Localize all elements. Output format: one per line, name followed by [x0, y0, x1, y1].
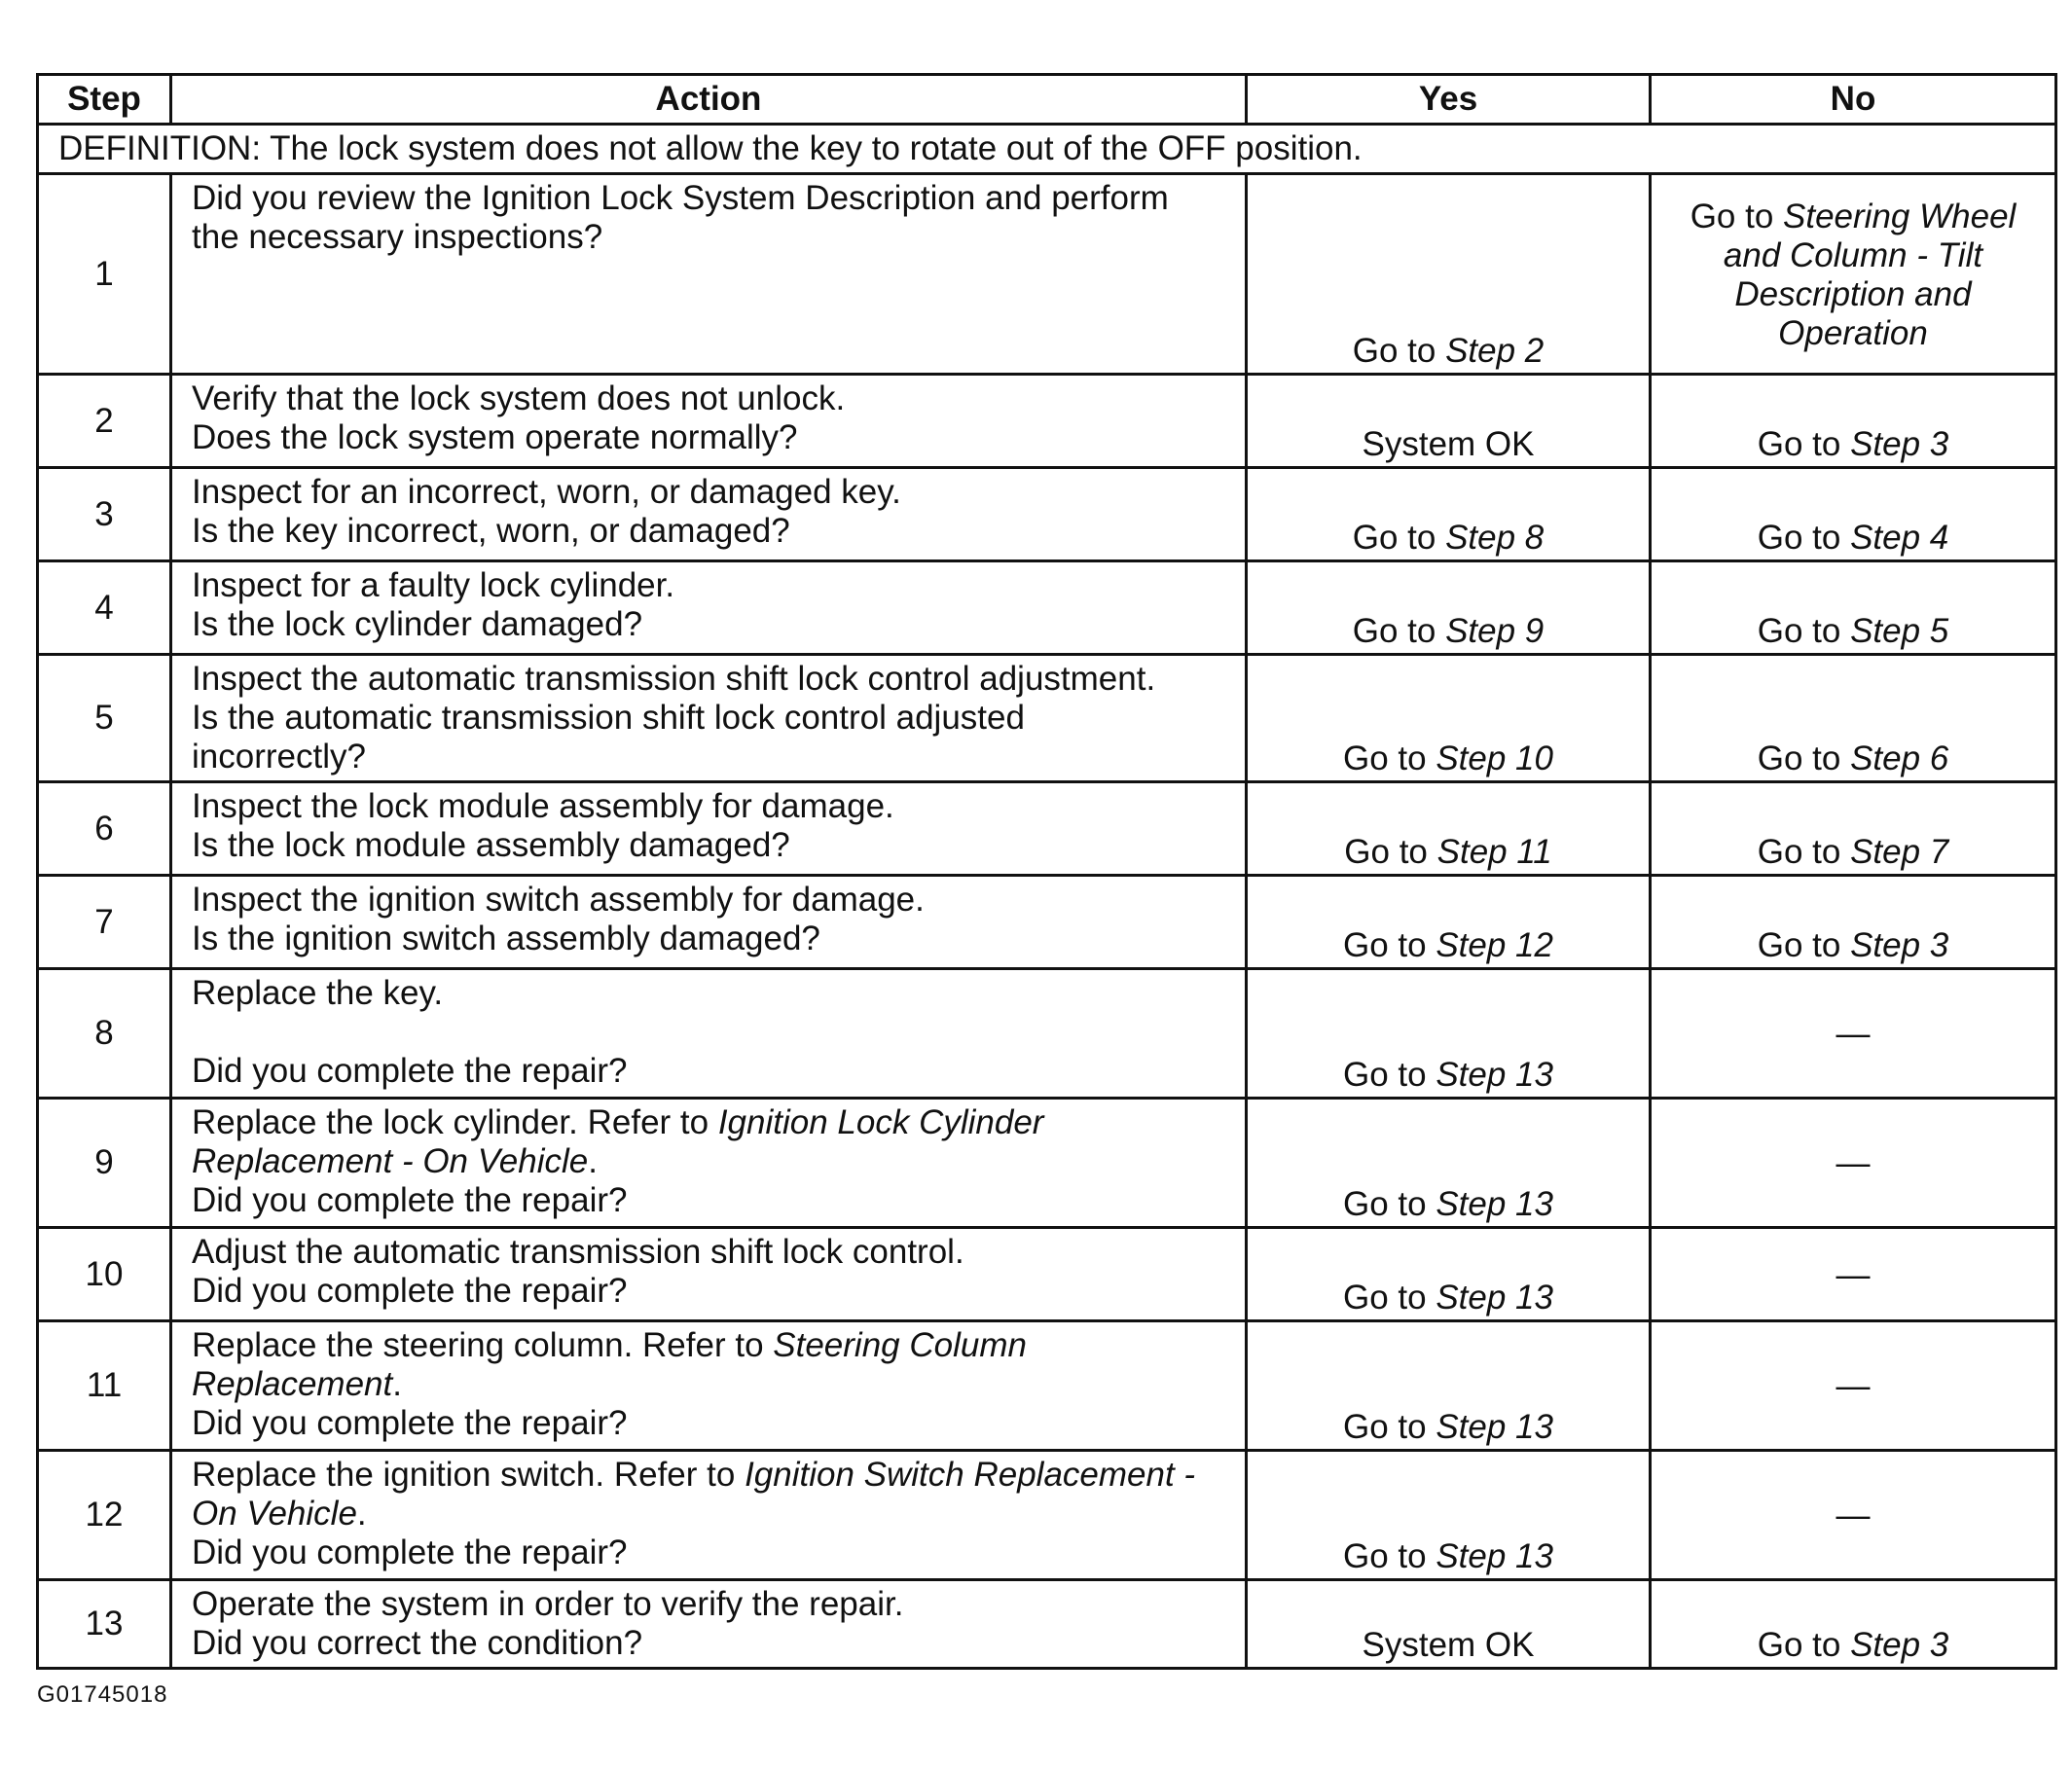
table-row: [38, 969, 2056, 1099]
table-row: [38, 876, 2056, 969]
yes-cell: [1247, 969, 1651, 1099]
goto-prefix: Go to: [1757, 833, 1851, 871]
step-number: 8: [38, 969, 171, 1099]
action-line: Does the lock system operate normally?: [192, 418, 798, 456]
goto-prefix: Go to: [1352, 612, 1446, 650]
action-line: Did you complete the repair?: [192, 1052, 628, 1090]
action-line: Inspect the automatic transmission shift lock control adjustment.: [192, 660, 1156, 698]
no-cell: —: [1651, 1099, 2056, 1228]
action-cell: [171, 468, 1247, 561]
goto-prefix: Go to: [1343, 1279, 1436, 1317]
yes-cell: [1247, 876, 1651, 969]
yes-cell: [1247, 782, 1651, 876]
header-action: Action: [171, 75, 1247, 125]
no-cell: [1651, 561, 2056, 655]
step-link[interactable]: Step 13: [1436, 1408, 1553, 1446]
action-cell: [171, 782, 1247, 876]
goto-prefix: Go to: [1757, 612, 1851, 650]
yes-cell: System OK: [1247, 375, 1651, 468]
goto-prefix: Go to: [1352, 332, 1446, 370]
action-line: Is the lock module assembly damaged?: [192, 826, 790, 864]
no-cell: [1651, 655, 2056, 782]
doc-link[interactable]: Steering Wheel: [1783, 197, 2017, 235]
table-row: [38, 1451, 2056, 1580]
no-cell: —: [1651, 1321, 2056, 1451]
header-step: Step: [38, 75, 171, 125]
action-cell: Replace the ignition switch. Refer to Ignition Switch Replacement - On Vehicle. Did you complete the repair?: [171, 1451, 1247, 1580]
action-cell: [171, 1580, 1247, 1669]
no-cell: —: [1651, 1228, 2056, 1321]
doc-link[interactable]: Operation: [1778, 313, 1928, 352]
table-row: [38, 561, 2056, 655]
step-link[interactable]: Step 2: [1445, 332, 1545, 370]
goto-prefix: Go to: [1757, 926, 1851, 964]
goto-prefix: Go to: [1757, 1626, 1851, 1664]
step-number: 6: [38, 782, 171, 876]
action-line: Is the automatic transmission shift lock control adjusted: [192, 699, 1025, 737]
goto-prefix: Go to: [1690, 197, 1784, 235]
goto-prefix: Go to: [1344, 833, 1437, 871]
action-line: Adjust the automatic transmission shift lock control.: [192, 1233, 964, 1271]
no-cell: [1651, 468, 2056, 561]
action-line: Replace the key.: [192, 974, 444, 1012]
no-cell: [1651, 375, 2056, 468]
step-link[interactable]: Step 3: [1850, 926, 1949, 964]
doc-link[interactable]: On Vehicle: [192, 1495, 357, 1533]
step-link[interactable]: Step 3: [1850, 1626, 1949, 1664]
yes-cell: [1247, 1321, 1651, 1451]
yes-cell: [1247, 1451, 1651, 1580]
action-cell: [171, 1228, 1247, 1321]
table-row: [38, 782, 2056, 876]
step-link[interactable]: Step 9: [1445, 612, 1545, 650]
action-line: Inspect for a faulty lock cylinder.: [192, 566, 675, 604]
diagnostic-table: [36, 73, 2057, 1670]
action-line: Inspect the ignition switch assembly for damage.: [192, 881, 925, 919]
table-row: [38, 1580, 2056, 1669]
action-cell: [171, 876, 1247, 969]
goto-prefix: Go to: [1757, 425, 1851, 463]
table-row: [38, 655, 2056, 782]
step-link[interactable]: Step 13: [1436, 1537, 1553, 1575]
step-link[interactable]: Step 13: [1436, 1056, 1553, 1094]
blank-line: [192, 1013, 1231, 1052]
yes-cell: System OK: [1247, 1580, 1651, 1669]
action-cell: [171, 174, 1247, 375]
action-line: Inspect for an incorrect, worn, or damaged key.: [192, 473, 901, 511]
no-cell: [1651, 876, 2056, 969]
table-row: [38, 375, 2056, 468]
action-cell: [171, 655, 1247, 782]
action-line: Did you complete the repair?: [192, 1404, 628, 1442]
yes-cell: [1247, 1228, 1651, 1321]
action-line: Did you correct the condition?: [192, 1624, 643, 1662]
step-number: 1: [38, 174, 171, 375]
step-link[interactable]: Step 5: [1850, 612, 1949, 650]
goto-prefix: Go to: [1343, 1185, 1436, 1223]
no-cell: [1651, 174, 2056, 375]
yes-cell: [1247, 655, 1651, 782]
yes-cell: [1247, 174, 1651, 375]
step-link[interactable]: Step 13: [1436, 1279, 1553, 1317]
doc-link[interactable]: Replacement: [192, 1365, 393, 1403]
action-line: Verify that the lock system does not unlock.: [192, 379, 846, 417]
table-row: [38, 468, 2056, 561]
step-link[interactable]: Step 7: [1850, 833, 1949, 871]
no-cell: —: [1651, 969, 2056, 1099]
table-row: [38, 1099, 2056, 1228]
definition-row: [38, 125, 2056, 174]
step-number: 11: [38, 1321, 171, 1451]
step-number: 2: [38, 375, 171, 468]
goto-prefix: Go to: [1757, 519, 1851, 557]
goto-prefix: Go to: [1757, 740, 1851, 777]
header-no: No: [1651, 75, 2056, 125]
step-link[interactable]: Step 12: [1436, 926, 1553, 964]
step-number: 9: [38, 1099, 171, 1228]
no-cell: —: [1651, 1451, 2056, 1580]
step-number: 4: [38, 561, 171, 655]
header-yes: Yes: [1247, 75, 1651, 125]
action-line: Is the lock cylinder damaged?: [192, 605, 643, 643]
step-link[interactable]: Step 8: [1445, 519, 1545, 557]
no-cell: [1651, 782, 2056, 876]
step-number: 5: [38, 655, 171, 782]
step-link[interactable]: Step 10: [1436, 740, 1553, 777]
doc-link[interactable]: Ignition Lock Cylinder: [717, 1103, 1044, 1141]
doc-link[interactable]: Replacement - On Vehicle: [192, 1142, 589, 1180]
step-link[interactable]: Step 3: [1850, 425, 1949, 463]
step-number: 12: [38, 1451, 171, 1580]
action-line: incorrectly?: [192, 738, 366, 776]
doc-link[interactable]: and Column - Tilt: [1723, 235, 1983, 274]
goto-prefix: Go to: [1343, 1537, 1436, 1575]
action-line: Did you complete the repair?: [192, 1533, 628, 1571]
figure-id: G01745018: [37, 1681, 168, 1708]
yes-cell: [1247, 1099, 1651, 1228]
step-link[interactable]: Step 13: [1436, 1185, 1553, 1223]
goto-prefix: Go to: [1343, 740, 1436, 777]
action-line: Inspect the lock module assembly for damage.: [192, 787, 894, 825]
action-line: Operate the system in order to verify the repair.: [192, 1585, 904, 1623]
step-link[interactable]: Step 4: [1850, 519, 1949, 557]
doc-link[interactable]: Steering Column: [773, 1326, 1027, 1364]
action-text: Replace the lock cylinder. Refer to: [192, 1103, 718, 1141]
action-line: Did you complete the repair?: [192, 1181, 628, 1219]
no-cell: [1651, 1580, 2056, 1669]
action-cell: Replace the steering column. Refer to Steering Column Replacement. Did you complete the repair?: [171, 1321, 1247, 1451]
action-line: Did you review the Ignition Lock System Description and perform: [192, 179, 1169, 217]
action-line: Did you complete the repair?: [192, 1272, 628, 1310]
header-row: [38, 75, 2056, 125]
table-row: [38, 174, 2056, 375]
action-cell: Replace the lock cylinder. Refer to Ignition Lock Cylinder Replacement - On Vehicle. Did you complete the repair?: [171, 1099, 1247, 1228]
doc-link[interactable]: Ignition Switch Replacement -: [745, 1456, 1196, 1494]
goto-prefix: Go to: [1343, 1056, 1436, 1094]
action-line: Is the key incorrect, worn, or damaged?: [192, 512, 790, 550]
goto-prefix: Go to: [1343, 1408, 1436, 1446]
yes-cell: [1247, 561, 1651, 655]
action-cell: [171, 375, 1247, 468]
action-cell: [171, 969, 1247, 1099]
step-link[interactable]: Step 11: [1436, 833, 1552, 871]
step-link[interactable]: Step 6: [1850, 740, 1949, 777]
step-number: 13: [38, 1580, 171, 1669]
action-text: Replace the ignition switch. Refer to: [192, 1456, 745, 1494]
action-cell: [171, 561, 1247, 655]
step-number: 10: [38, 1228, 171, 1321]
goto-prefix: Go to: [1343, 926, 1436, 964]
step-number: 7: [38, 876, 171, 969]
table-row: [38, 1321, 2056, 1451]
action-line: Is the ignition switch assembly damaged?: [192, 920, 820, 957]
yes-cell: [1247, 468, 1651, 561]
doc-link[interactable]: Description and: [1734, 274, 1972, 313]
action-text: Replace the steering column. Refer to: [192, 1326, 774, 1364]
table-row: [38, 1228, 2056, 1321]
action-line: the necessary inspections?: [192, 218, 603, 256]
goto-prefix: Go to: [1352, 519, 1446, 557]
definition-text: DEFINITION: The lock system does not allow the key to rotate out of the OFF position.: [38, 125, 2056, 174]
step-number: 3: [38, 468, 171, 561]
